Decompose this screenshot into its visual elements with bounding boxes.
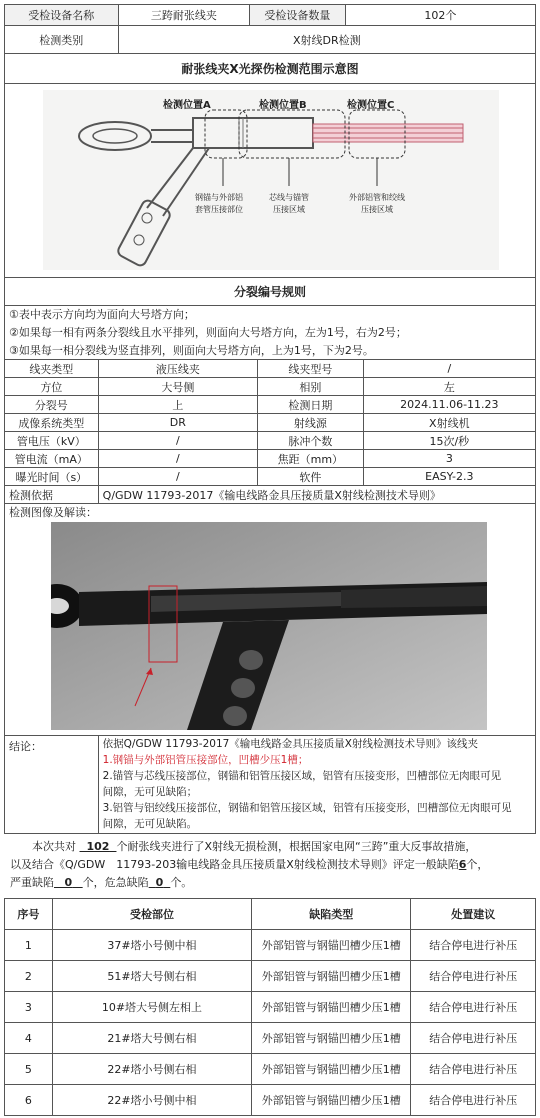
param-value: 15次/秒 bbox=[429, 434, 470, 448]
xray-image bbox=[51, 522, 487, 730]
conclusion-row bbox=[4, 736, 536, 834]
param-label: 管电流（mA） bbox=[5, 450, 99, 467]
param-value: 液压线夹 bbox=[99, 360, 258, 377]
summary-p4: 个， bbox=[466, 858, 489, 871]
diagram-title: 耐张线夹X光探伤检测范围示意图 bbox=[181, 62, 359, 76]
defects-cell: 结合停电进行补压 bbox=[429, 1032, 518, 1045]
defects-header: 缺陷类型 bbox=[252, 899, 411, 929]
header-row-1 bbox=[4, 4, 536, 26]
category-value: X射线DR检测 bbox=[292, 33, 361, 47]
defects-row bbox=[4, 930, 536, 961]
param-label: 成像系统类型 bbox=[5, 414, 99, 431]
param-label: 线夹类型 bbox=[5, 360, 99, 377]
summary-count: 102 bbox=[86, 840, 110, 853]
param-value: / bbox=[99, 432, 258, 449]
conclusion-intro: 依据Q/GDW 11793-2017《输电线路金具压接质量X射线检测技术导则》该线夹 bbox=[102, 738, 479, 750]
param-value: / bbox=[99, 450, 258, 467]
defects-cell: 结合停电进行补压 bbox=[429, 1001, 518, 1014]
param-value: EASY-2.3 bbox=[425, 470, 474, 483]
defects-cell: 4 bbox=[5, 1023, 53, 1053]
conclusion-item-3b: 间隙，无可见缺陷。 bbox=[102, 818, 198, 830]
params-row bbox=[4, 432, 536, 450]
basis-row bbox=[4, 486, 536, 504]
defects-cell: 3 bbox=[5, 992, 53, 1022]
params-row bbox=[4, 360, 536, 378]
defects-header: 序号 bbox=[5, 899, 53, 929]
defects-cell: 外部铝管与钢锚凹槽少压1槽 bbox=[252, 1023, 411, 1053]
params-row bbox=[4, 378, 536, 396]
param-label: 线夹型号 bbox=[258, 360, 364, 377]
defects-cell: 结合停电进行补压 bbox=[429, 970, 518, 983]
param-value: 大号侧 bbox=[99, 378, 258, 395]
summary-serious: 0 bbox=[64, 876, 73, 889]
category-label: 检测类别 bbox=[5, 26, 119, 53]
param-label: 射线源 bbox=[258, 414, 364, 431]
param-label: 脉冲个数 bbox=[258, 432, 364, 449]
diagram-pos-b: 检测位置B bbox=[259, 100, 307, 111]
summary-p3: 以及结合《Q/GDW 11793-203输电线路金具压接质量X射线检测技术导则》评定一般缺陷 bbox=[10, 858, 459, 871]
param-label: 软件 bbox=[258, 468, 364, 485]
defects-cell: 22#塔小号侧中相 bbox=[53, 1085, 252, 1115]
params-row bbox=[4, 396, 536, 414]
defects-row bbox=[4, 992, 536, 1023]
param-label: 方位 bbox=[5, 378, 99, 395]
defects-row bbox=[4, 1023, 536, 1054]
device-name-label: 受检设备名称 bbox=[5, 5, 119, 25]
defects-cell: 10#塔大号侧左相上 bbox=[53, 992, 252, 1022]
diagram-label-a1: 钢锚与外部铝 bbox=[195, 193, 243, 202]
params-row bbox=[4, 414, 536, 432]
defects-cell: 结合停电进行补压 bbox=[429, 1063, 518, 1076]
summary-p7: 个。 bbox=[170, 876, 193, 889]
param-value: 左 bbox=[443, 380, 455, 394]
defects-header: 受检部位 bbox=[53, 899, 252, 929]
defects-cell: 37#塔小号侧中相 bbox=[53, 930, 252, 960]
param-value: 上 bbox=[99, 396, 258, 413]
param-label: 焦距（mm） bbox=[258, 450, 364, 467]
conclusion-body bbox=[99, 736, 535, 833]
summary-p6: 个，危急缺陷 bbox=[82, 876, 149, 889]
defects-cell: 外部铝管与钢锚凹槽少压1槽 bbox=[252, 961, 411, 991]
rules-title: 分裂编号规则 bbox=[233, 285, 306, 299]
rule-line-3: ③如果每一相分裂线为竖直排列，则面向大号塔方向，上为1号，下为2号。 bbox=[9, 343, 374, 357]
defects-cell: 结合停电进行补压 bbox=[429, 1094, 518, 1107]
defects-cell: 5 bbox=[5, 1054, 53, 1084]
defects-header: 处置建议 bbox=[451, 908, 496, 921]
defects-cell: 1 bbox=[5, 930, 53, 960]
defects-cell: 结合停电进行补压 bbox=[429, 939, 518, 952]
defects-cell: 外部铝管与钢锚凹槽少压1槽 bbox=[252, 992, 411, 1022]
defects-cell: 外部铝管与钢锚凹槽少压1槽 bbox=[252, 930, 411, 960]
param-label: 相别 bbox=[258, 378, 364, 395]
defects-row bbox=[4, 1054, 536, 1085]
defects-cell: 22#塔小号侧右相 bbox=[53, 1054, 252, 1084]
param-value: / bbox=[99, 468, 258, 485]
diagram-area bbox=[5, 84, 535, 277]
param-value: / bbox=[447, 362, 452, 375]
diagram-title-row bbox=[4, 54, 536, 84]
conclusion-item-1: 1.钢锚与外部铝管压接部位，凹槽少压1槽； bbox=[102, 754, 309, 766]
basis-label: 检测依据 bbox=[5, 486, 99, 503]
param-value: X射线机 bbox=[429, 416, 470, 430]
param-label: 管电压（kV） bbox=[5, 432, 99, 449]
basis-value: Q/GDW 11793-2017《输电线路金具压接质量X射线检测技术导则》 bbox=[102, 488, 441, 502]
params-row bbox=[4, 468, 536, 486]
conclusion-item-3a: 3.铝管与铝绞线压接部位，钢锚和铝管压接区域，铝管有压接变形，凹槽部位无肉眼可见 bbox=[102, 802, 512, 814]
device-count-label: 受检设备数量 bbox=[250, 5, 346, 25]
summary-critical: 0 bbox=[155, 876, 164, 889]
defects-cell: 6 bbox=[5, 1085, 53, 1115]
summary-p1: 本次共对 bbox=[32, 840, 76, 853]
defects-header-row bbox=[4, 898, 536, 930]
defects-row bbox=[4, 1085, 536, 1116]
param-label: 曝光时间（s） bbox=[5, 468, 99, 485]
rules-title-row bbox=[4, 278, 536, 306]
diagram-label-a2: 套管压接部位 bbox=[195, 205, 243, 214]
param-value: DR bbox=[99, 414, 258, 431]
image-area bbox=[5, 504, 535, 735]
param-label: 检测日期 bbox=[258, 396, 364, 413]
summary-p2: 个耐张线夹进行了X射线无损检测，根据国家电网“三跨”重大反事故措施， bbox=[116, 840, 477, 853]
diagram-label-b1: 芯线与锚管 bbox=[269, 193, 309, 202]
conclusion-label: 结论： bbox=[5, 736, 99, 833]
param-label: 分裂号 bbox=[5, 396, 99, 413]
device-count: 102个 bbox=[424, 9, 457, 22]
defects-cell: 外部铝管与钢锚凹槽少压1槽 bbox=[252, 1054, 411, 1084]
summary-general: 6 bbox=[458, 858, 467, 871]
defects-cell: 21#塔大号侧右相 bbox=[53, 1023, 252, 1053]
diagram-label-b2: 压接区域 bbox=[273, 205, 305, 214]
defects-cell: 外部铝管与钢锚凹槽少压1槽 bbox=[252, 1085, 411, 1115]
diagram-label-c2: 压接区域 bbox=[361, 205, 393, 214]
param-value: 2024.11.06-11.23 bbox=[400, 398, 499, 411]
rules-body bbox=[4, 306, 536, 360]
params-row bbox=[4, 450, 536, 468]
rule-line-2: ②如果每一相有两条分裂线且水平排列，则面向大号塔方向，左为1号，右为2号； bbox=[9, 325, 407, 339]
rule-line-1: ①表中表示方向均为面向大号塔方向； bbox=[9, 307, 195, 321]
device-name: 三跨耐张线夹 bbox=[119, 5, 251, 25]
clamp-diagram bbox=[43, 90, 499, 270]
conclusion-item-2a: 2.锚管与芯线压接部位，钢锚和铝管压接区域，铝管有压接变形，凹槽部位无肉眼可见 bbox=[102, 770, 502, 782]
conclusion-item-2b: 间隙，无可见缺陷； bbox=[102, 786, 198, 798]
header-row-2 bbox=[4, 26, 536, 54]
defects-cell: 2 bbox=[5, 961, 53, 991]
diagram-pos-a: 检测位置A bbox=[163, 100, 211, 111]
diagram-row bbox=[4, 84, 536, 278]
param-value: 3 bbox=[445, 452, 453, 465]
summary-paragraph bbox=[10, 838, 532, 892]
image-row bbox=[4, 504, 536, 736]
defects-cell: 51#塔大号侧右相 bbox=[53, 961, 252, 991]
diagram-label-c1: 外部铝管和绞线 bbox=[349, 193, 405, 202]
diagram-pos-c: 检测位置C bbox=[347, 100, 395, 111]
image-label: 检测图像及解读： bbox=[9, 506, 97, 519]
summary-p5: 严重缺陷 bbox=[10, 876, 54, 889]
defects-row bbox=[4, 961, 536, 992]
